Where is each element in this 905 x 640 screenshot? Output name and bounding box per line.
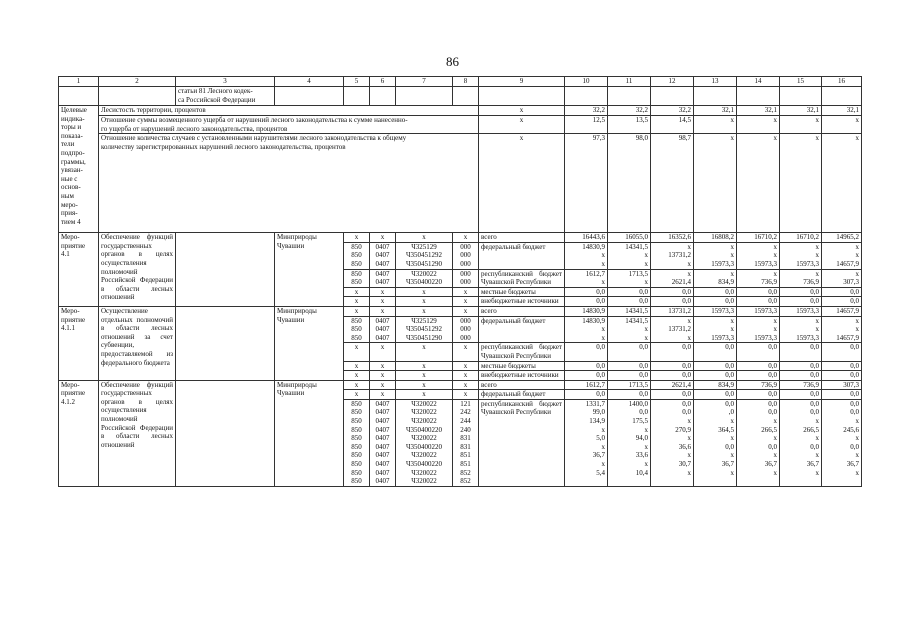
funding-source: федеральный бюджет	[479, 390, 565, 400]
table-cell	[565, 87, 608, 106]
budget-code: x	[396, 371, 453, 381]
funding-value: 14341,5	[608, 306, 651, 316]
event-description: Обеспечение функций государственных органов в целях осуществления полномочий Российской Федерации в области лесных отношений	[99, 233, 176, 307]
column-number: 2	[99, 77, 176, 87]
funding-source: внебюджетные источники	[479, 297, 565, 307]
funding-value: 0,0	[565, 343, 608, 361]
funding-value: 0,0	[737, 287, 780, 297]
event-row	[59, 306, 862, 316]
empty-cell	[176, 306, 275, 380]
column-number: 13	[694, 77, 737, 87]
column-number: 6	[370, 77, 396, 87]
funding-value: 0,0	[608, 297, 651, 307]
continuation-text: статьи 81 Лесного кодек- са Российской Федерации	[176, 87, 275, 106]
column-number: 12	[651, 77, 694, 87]
table-cell	[780, 87, 822, 106]
indicator-value: 32,1	[737, 106, 780, 116]
budget-code: x	[453, 297, 479, 307]
funding-value: 0,0	[737, 343, 780, 361]
budget-code: 0407 0407 0407	[370, 316, 396, 343]
indicator-value: x	[737, 116, 780, 134]
table-cell	[479, 87, 565, 106]
funding-value: 0,0	[565, 390, 608, 400]
funding-source: федеральный бюджет	[479, 242, 565, 269]
funding-value: 0,0	[608, 287, 651, 297]
funding-value: 1331,7 99,0 134,9 x 5,0 x 36,7 x 5,4	[565, 399, 608, 486]
event-executor: Минприроды Чувашии	[275, 233, 344, 307]
indicator-row	[59, 134, 862, 233]
budget-code: x	[453, 371, 479, 381]
indicator-text: Лесистость территории, процентов	[99, 106, 479, 116]
funding-source: республиканский бюджет Чувашской Республики	[479, 399, 565, 486]
funding-value: 0,0	[651, 390, 694, 400]
budget-code: x	[453, 390, 479, 400]
funding-value: 0,0	[694, 390, 737, 400]
budget-code: x	[344, 306, 370, 316]
indicator-source: x	[479, 106, 565, 116]
budget-code: x	[344, 361, 370, 371]
funding-value: 0,0	[565, 287, 608, 297]
budget-code: x	[370, 233, 396, 243]
funding-source: внебюджетные источники	[479, 371, 565, 381]
budget-code: x	[370, 343, 396, 361]
indicator-row	[59, 106, 862, 116]
funding-value: 0,0	[780, 297, 822, 307]
funding-value: 736,9	[780, 380, 822, 390]
budget-code: x	[453, 287, 479, 297]
indicator-source: x	[479, 134, 565, 233]
column-number: 5	[344, 77, 370, 87]
funding-value: 0,0	[565, 297, 608, 307]
budget-code: 000 000	[453, 269, 479, 287]
event-label: Меро- приятие 4.1	[59, 233, 99, 307]
event-executor: Минприроды Чувашии	[275, 380, 344, 486]
indicator-value: 12,5	[565, 116, 608, 134]
funding-value: x x 15973,3	[737, 242, 780, 269]
budget-code: x	[344, 343, 370, 361]
budget-code: x	[344, 371, 370, 381]
funding-value: 0,0	[822, 287, 862, 297]
funding-value: 0,0	[780, 390, 822, 400]
budget-code: x	[370, 371, 396, 381]
funding-source: республиканский бюджет Чувашской Республики	[479, 269, 565, 287]
funding-value: 0,0 0,0 x 266,5 x 0,0 x 36,7 x	[780, 399, 822, 486]
funding-value: x 307,3	[822, 269, 862, 287]
funding-value: x 736,9	[780, 269, 822, 287]
indicator-value: 32,1	[822, 106, 862, 116]
budget-code: x	[453, 233, 479, 243]
empty-cell	[176, 233, 275, 307]
funding-value: x x 14657,9	[822, 242, 862, 269]
continuation-row	[59, 87, 862, 106]
funding-value: 14830,9	[565, 306, 608, 316]
table-cell	[608, 87, 651, 106]
funding-value: x x 15973,3	[694, 316, 737, 343]
indicator-value: 13,5	[608, 116, 651, 134]
funding-value: 0,0	[651, 361, 694, 371]
funding-value: 0,0	[565, 361, 608, 371]
funding-value: x 2621,4	[651, 269, 694, 287]
funding-value: x 13731,2 x	[651, 316, 694, 343]
funding-value: 0,0	[780, 343, 822, 361]
table-cell	[396, 87, 453, 106]
budget-code: x	[370, 297, 396, 307]
funding-value: 0,0	[565, 371, 608, 381]
header-row	[59, 77, 862, 87]
funding-value: 0,0	[694, 361, 737, 371]
funding-value: 0,0	[651, 287, 694, 297]
event-row	[59, 233, 862, 243]
indicator-text: Отношение суммы возмещенного ущерба от нарушений лесного законодательства к сумме нанесенно- го ущерба от нарушений лесного законодательства, процентов	[99, 116, 479, 134]
indicator-value: 14,5	[651, 116, 694, 134]
empty-cell	[176, 380, 275, 486]
funding-value: 14830,9 x x	[565, 242, 608, 269]
budget-code: 850 850	[344, 269, 370, 287]
budget-code: 850 850 850	[344, 242, 370, 269]
table-cell	[453, 87, 479, 106]
budget-code: 0407 0407 0407	[370, 242, 396, 269]
column-number: 4	[275, 77, 344, 87]
column-number: 14	[737, 77, 780, 87]
funding-value: x x 15973,3	[780, 242, 822, 269]
indicator-row	[59, 116, 862, 134]
event-description: Обеспечение функций государственных органов в целях осуществления полномочий Российской Федерации в области лесных отношений	[99, 380, 176, 486]
indicator-value: x	[694, 134, 737, 233]
funding-value: 16055,0	[608, 233, 651, 243]
table-cell	[99, 87, 176, 106]
funding-value: 0,0	[694, 287, 737, 297]
budget-code: Ч320022 Ч350400220	[396, 269, 453, 287]
funding-value: 0,0 ,0 x 364,5 x 0,0 x 36,7 x	[694, 399, 737, 486]
event-label: Меро- приятие 4.1.1	[59, 306, 99, 380]
funding-value: 0,0	[822, 390, 862, 400]
funding-value: 0,0	[780, 361, 822, 371]
budget-code: 850 850 850	[344, 316, 370, 343]
funding-value: 0,0	[822, 297, 862, 307]
budget-code: x	[370, 287, 396, 297]
budget-code: x	[396, 233, 453, 243]
funding-value: 14657,9	[822, 306, 862, 316]
budget-code: x	[396, 287, 453, 297]
funding-value: 307,3	[822, 380, 862, 390]
budget-code: x	[453, 380, 479, 390]
table-cell	[344, 87, 370, 106]
budget-code: 121 242 244 240 831 831 851 851 852 852	[453, 399, 479, 486]
budget-code: 850 850 850 850 850 850 850 850 850 850	[344, 399, 370, 486]
funding-value: 0,0	[694, 343, 737, 361]
funding-value: 0,0	[737, 390, 780, 400]
funding-value: 0,0	[737, 371, 780, 381]
event-executor: Минприроды Чувашии	[275, 306, 344, 380]
funding-source: местные бюджеты	[479, 361, 565, 371]
table-cell	[370, 87, 396, 106]
indicator-value: x	[737, 134, 780, 233]
column-number: 3	[176, 77, 275, 87]
indicator-value: 32,2	[565, 106, 608, 116]
table-cell	[275, 87, 344, 106]
funding-value: 1713,5 x	[608, 269, 651, 287]
funding-value: 14341,5 x x	[608, 316, 651, 343]
budget-code: x	[396, 306, 453, 316]
budget-code: 0407 0407	[370, 269, 396, 287]
indicator-source: x	[479, 116, 565, 134]
budget-code: x	[370, 361, 396, 371]
indicator-value: 32,2	[608, 106, 651, 116]
table-cell	[59, 87, 99, 106]
funding-value: 0,0	[822, 361, 862, 371]
funding-value: 1612,7	[565, 380, 608, 390]
budget-code: x	[396, 343, 453, 361]
column-number: 16	[822, 77, 862, 87]
funding-value: 0,0	[608, 343, 651, 361]
budget-code: x	[344, 380, 370, 390]
funding-value: 14965,2	[822, 233, 862, 243]
funding-value: 14341,5 x x	[608, 242, 651, 269]
table-body	[59, 77, 862, 487]
budget-code: 0407 0407 0407 0407 0407 0407 0407 0407 0407 0407	[370, 399, 396, 486]
funding-value: 0,0	[651, 297, 694, 307]
funding-value: 0,0	[780, 371, 822, 381]
budget-code: x	[453, 343, 479, 361]
funding-value: 736,9	[737, 380, 780, 390]
budget-code: 000 000 000	[453, 242, 479, 269]
budget-code: x	[396, 361, 453, 371]
column-number: 9	[479, 77, 565, 87]
budget-code: x	[370, 390, 396, 400]
indicator-value: x	[822, 116, 862, 134]
funding-value: 15973,3	[694, 306, 737, 316]
budget-code: Ч320022 Ч320022 Ч320022 Ч350400220 Ч320022 Ч350400220 Ч320022 Ч350400220 Ч320022 Ч320022	[396, 399, 453, 486]
column-number: 1	[59, 77, 99, 87]
funding-value: 0,0	[608, 371, 651, 381]
budget-code: x	[396, 297, 453, 307]
budget-code: x	[453, 361, 479, 371]
budget-code: x	[370, 306, 396, 316]
funding-value: 0,0 0,0 x 245,6 x 0,0 x 36,7 x	[822, 399, 862, 486]
funding-value: 0,0	[651, 371, 694, 381]
table-cell	[694, 87, 737, 106]
funding-value: x 736,9	[737, 269, 780, 287]
budget-code: x	[396, 380, 453, 390]
indicator-value: 32,1	[780, 106, 822, 116]
funding-value: 834,9	[694, 380, 737, 390]
funding-value: 0,0	[694, 297, 737, 307]
budget-code: Ч325129 Ч350451292 Ч350451290	[396, 316, 453, 343]
indicator-value: 98,7	[651, 134, 694, 233]
indicator-value: x	[822, 134, 862, 233]
funding-value: 0,0	[822, 371, 862, 381]
column-number: 11	[608, 77, 651, 87]
budget-code: x	[370, 380, 396, 390]
funding-value: x x 15973,3	[737, 316, 780, 343]
indicator-value: x	[780, 116, 822, 134]
table-cell	[737, 87, 780, 106]
column-number: 8	[453, 77, 479, 87]
funding-value: x 834,9	[694, 269, 737, 287]
funding-source: всего	[479, 306, 565, 316]
page-number: 86	[446, 54, 459, 69]
funding-value: 0,0	[737, 297, 780, 307]
budget-code: x	[344, 390, 370, 400]
funding-source: местные бюджеты	[479, 287, 565, 297]
funding-value: 15973,3	[780, 306, 822, 316]
funding-value: x x 15973,3	[780, 316, 822, 343]
funding-value: 0,0	[780, 287, 822, 297]
funding-value: 16352,6	[651, 233, 694, 243]
budget-code: Ч325129 Ч350451292 Ч350451290	[396, 242, 453, 269]
column-number: 10	[565, 77, 608, 87]
indicator-value: 32,1	[694, 106, 737, 116]
budget-code: x	[396, 390, 453, 400]
event-description: Осуществление отдельных полномочий в области лесных отношений за счет субвенции, предоставляемой из федерального бюджета	[99, 306, 176, 380]
budget-table	[58, 76, 862, 487]
indicators-label: Целевые индика- торы и показа- тели подпро- граммы, увязан- ные с основ- ным меро- прия- тием 4	[59, 106, 99, 233]
funding-source: федеральный бюджет	[479, 316, 565, 343]
funding-value: 2621,4	[651, 380, 694, 390]
funding-value: 0,0 0,0 x 266,5 x 0,0 x 36,7 x	[737, 399, 780, 486]
funding-value: 1400,0 0,0 175,5 x 94,0 x 33,6 x 10,4	[608, 399, 651, 486]
funding-value: 15973,3	[737, 306, 780, 316]
indicator-value: 98,0	[608, 134, 651, 233]
event-row	[59, 380, 862, 390]
column-number: 7	[396, 77, 453, 87]
event-label: Меро- приятие 4.1.2	[59, 380, 99, 486]
budget-code: 000 000 000	[453, 316, 479, 343]
funding-value: 0,0	[694, 371, 737, 381]
indicator-text: Отношение количества случаев с установленными нарушителями лесного законодательства к общему количеству зарегистрированных нарушений лесного законодательства, процентов	[99, 134, 479, 233]
funding-value: 0,0	[822, 343, 862, 361]
funding-value: 13731,2	[651, 306, 694, 316]
budget-code: x	[344, 297, 370, 307]
table-cell	[651, 87, 694, 106]
funding-value: 16710,2	[780, 233, 822, 243]
funding-source: республиканский бюджет Чувашской Республики	[479, 343, 565, 361]
indicator-value: x	[780, 134, 822, 233]
budget-code: x	[344, 287, 370, 297]
indicator-value: 32,2	[651, 106, 694, 116]
funding-value: 0,0	[608, 390, 651, 400]
funding-value: 0,0	[737, 361, 780, 371]
funding-value: 16443,6	[565, 233, 608, 243]
funding-value: 1713,5	[608, 380, 651, 390]
funding-value: 0,0	[651, 343, 694, 361]
funding-value: x x 15973,3	[694, 242, 737, 269]
funding-value: 0,0	[608, 361, 651, 371]
budget-code: x	[453, 306, 479, 316]
funding-value: 16710,2	[737, 233, 780, 243]
indicator-value: 97,3	[565, 134, 608, 233]
funding-source: всего	[479, 380, 565, 390]
table-cell	[822, 87, 862, 106]
funding-value: x 13731,2 x	[651, 242, 694, 269]
funding-value: 0,0 0,0 x 270,9 x 36,6 x 30,7 x	[651, 399, 694, 486]
column-number: 15	[780, 77, 822, 87]
funding-value: x x 14657,9	[822, 316, 862, 343]
funding-source: всего	[479, 233, 565, 243]
budget-code: x	[344, 233, 370, 243]
funding-value: 14830,9 x x	[565, 316, 608, 343]
indicator-value: x	[694, 116, 737, 134]
funding-value: 16808,2	[694, 233, 737, 243]
funding-value: 1612,7 x	[565, 269, 608, 287]
